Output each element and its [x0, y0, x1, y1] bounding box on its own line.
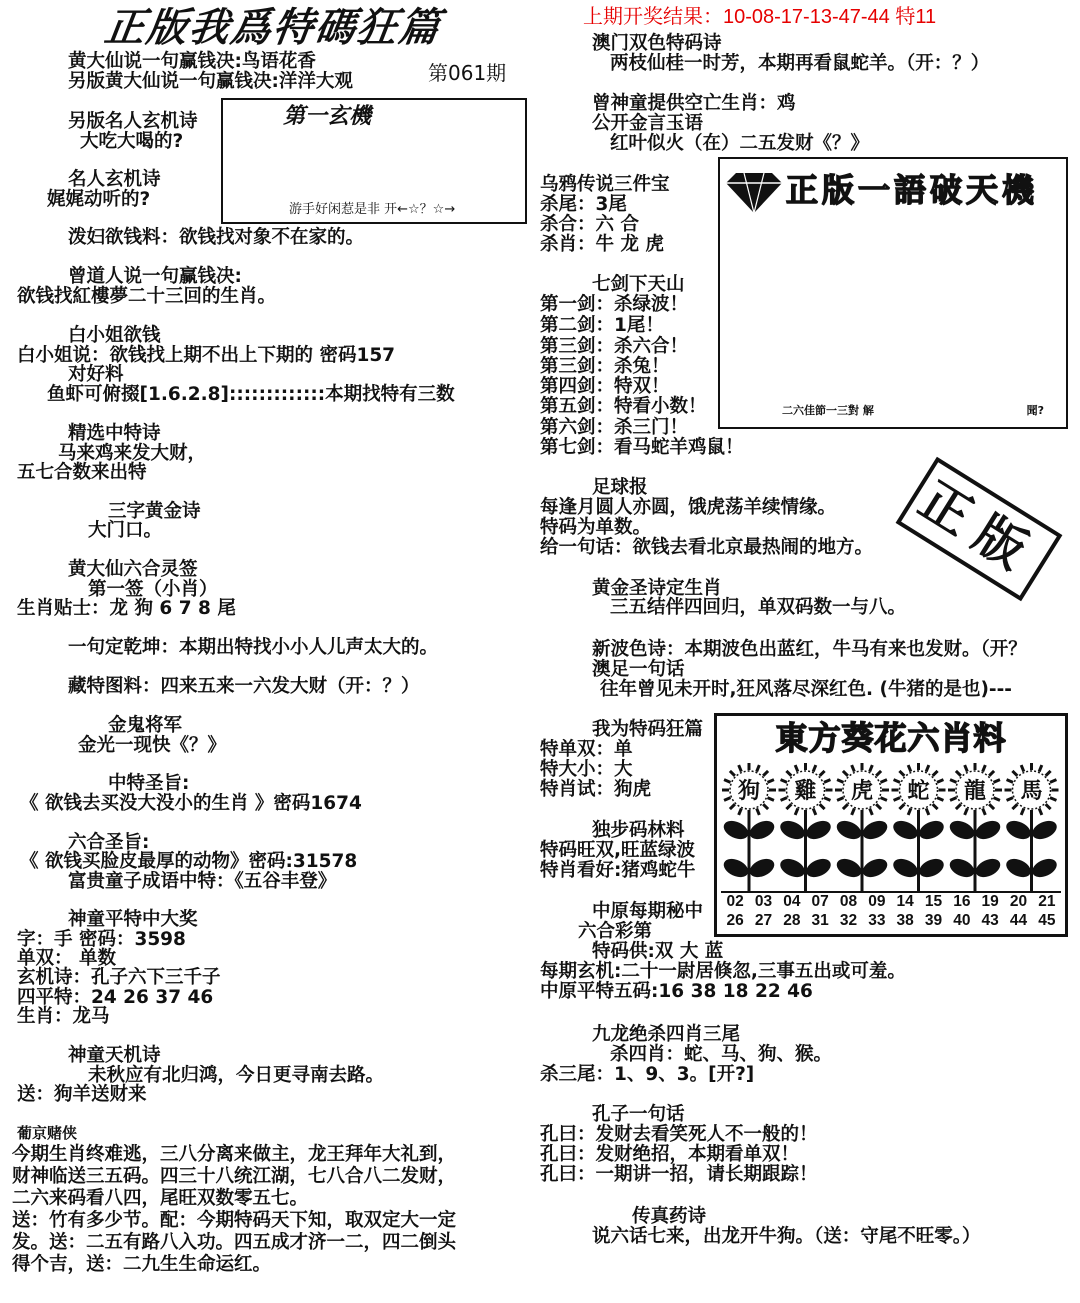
zhongyuan-line: 每期玄机:二十一尉居倏忽,三事五出或可羞。 [540, 961, 906, 982]
petal [950, 798, 956, 801]
zuqiu-line: 特码为单数。 [540, 517, 652, 538]
chuanzhen-line: 说六话七来，出龙开牛狗。（送：守尾不旺零。） [592, 1226, 981, 1247]
leaf [721, 855, 751, 880]
petal [894, 798, 900, 801]
bai-line: 对好料 [68, 364, 124, 385]
leaf [747, 855, 777, 880]
zuqiu-line: 给一句话：欲钱去看北京最热闹的地方。 [540, 537, 874, 558]
petal [767, 798, 773, 801]
number-cell: 09 [868, 893, 886, 910]
sunflower-row [721, 760, 1061, 892]
petal [820, 771, 825, 776]
lingqian-line: 第一签（小肖） [88, 579, 218, 600]
pofu-line: 泼妇欲钱料：欲钱找对象不在家的。 [68, 227, 365, 248]
petal [989, 771, 994, 776]
leaf [803, 817, 833, 842]
petal [908, 765, 911, 771]
woweite-line: 特肖试：狗虎 [540, 779, 652, 800]
zuqiu-title: 足球报 [592, 477, 648, 498]
kongzi-title: 孔子一句话 [592, 1104, 685, 1125]
poem-title: 名人玄机诗 [68, 169, 161, 190]
sunflower [947, 763, 1003, 892]
leaf [1029, 817, 1059, 842]
jingxuan-title: 精选中特诗 [68, 423, 161, 444]
xinbo-line: 新波色诗：本期波色出蓝红，牛马有来也发财。（开？ [592, 639, 1027, 660]
zhongyuan-title: 中原每期秘中 [592, 901, 704, 922]
petal [763, 804, 768, 809]
sunflower [721, 763, 777, 892]
leaf [973, 855, 1003, 880]
zengshen-line: 曾神童提供空亡生肖：鸡 [592, 93, 796, 114]
petal [781, 780, 787, 783]
petal [880, 798, 886, 801]
cangte-line: 藏特图料：四来五来一六发大财（开：？） [68, 676, 420, 697]
petal [767, 780, 773, 783]
number-cell: 44 [1009, 912, 1028, 929]
number-cell: 16 [953, 893, 971, 910]
qijian-line: 第六剑：杀三门！ [540, 417, 689, 438]
huang-line: 另版黄大仙说一句赢钱决:洋洋大观 [68, 71, 353, 92]
petal [724, 780, 730, 783]
petal [1021, 765, 1024, 771]
number-cell: 14 [896, 893, 914, 910]
petal [894, 780, 900, 783]
box-one-word [718, 157, 1068, 429]
petal [1012, 804, 1017, 809]
petal [933, 771, 938, 776]
leaf [1029, 855, 1059, 880]
lingqian-line: 生肖贴士：龙 狗 6 7 8 尾 [17, 598, 236, 619]
qijian-title: 七剑下天山 [592, 274, 685, 295]
number-cell: 28 [783, 912, 801, 929]
leaf [947, 817, 977, 842]
petal [739, 808, 742, 814]
number-cell: 43 [981, 912, 999, 929]
xinbo-line: 澳足一句话 [592, 659, 685, 680]
pujing-line: 今期生肖终难逃，三八分离来做主，龙王拜年大礼到， [12, 1144, 457, 1165]
zhongyuan-line: 特码供:双 大 蓝 [592, 941, 724, 962]
zhongte-line: 《 欲钱去买没大没小的生肖 》密码1674 [20, 793, 362, 814]
box-footer: 二六佳節一三對 解 [782, 404, 874, 417]
leaf [721, 817, 751, 842]
shentong-line: 字：手 密码：3598 [17, 929, 186, 950]
leaf [777, 855, 807, 880]
number-cell: 27 [754, 912, 773, 929]
zodiac-label: 蛇 [907, 779, 930, 804]
aomen-title: 澳门双色特码诗 [592, 33, 722, 54]
petal [993, 780, 999, 783]
sunflower [834, 763, 890, 892]
number-cell: 40 [953, 912, 971, 929]
leaf [890, 817, 920, 842]
zengshen-line: 红叶似火（在）二五发财《？》 [610, 133, 870, 154]
petal [837, 798, 843, 801]
petal [852, 808, 855, 814]
petal [983, 808, 986, 814]
shentong-title: 神童平特中大奖 [68, 909, 198, 930]
liuhe-line: 富贵童子成语中特：《五谷丰登》 [68, 871, 337, 892]
tianji-line: 送：狗羊送财来 [17, 1084, 147, 1105]
zhongyuan-line: 中原平特五码:16 38 18 22 46 [540, 981, 813, 1002]
sunflower [1003, 763, 1059, 892]
petal [937, 798, 943, 801]
pujing-title: 葡京赌侠 [17, 1124, 78, 1142]
petal [1007, 780, 1013, 783]
petal [795, 808, 798, 814]
petal [781, 798, 787, 801]
petal [908, 808, 911, 814]
aomen-line: 两枝仙桂一时芳，本期再看鼠蛇羊。（开：？） [610, 53, 990, 74]
poem-line: 大吃大喝的? [80, 131, 184, 152]
petal [730, 771, 735, 776]
sanzi-line: 大门口。 [88, 520, 163, 541]
leaf [803, 855, 833, 880]
qijian-line: 第五剑：特看小数！ [540, 396, 707, 417]
leaf [777, 817, 807, 842]
petal [876, 771, 881, 776]
box-first-mystery [221, 98, 527, 224]
woweite-line: 特大小：大 [540, 759, 633, 780]
petal [1050, 780, 1056, 783]
authentic-stamp: 正版 [896, 457, 1063, 602]
leaf [890, 855, 920, 880]
leaf [747, 817, 777, 842]
huang-line: 黄大仙说一句赢钱决:鸟语花香 [68, 51, 316, 72]
petal [852, 765, 855, 771]
zeng-title: 曾道人说一句赢钱决: [68, 266, 242, 287]
petal [724, 798, 730, 801]
petal [730, 804, 735, 809]
shentong-line: 四平特：24 26 37 46 [17, 987, 214, 1008]
jingxuan-line: 五七合数来出特 [17, 462, 147, 483]
box-sunflower [714, 713, 1068, 937]
petal [824, 798, 830, 801]
petal [899, 771, 904, 776]
petal [956, 771, 961, 776]
sunflower [890, 763, 946, 892]
dubu-line: 特肖看好:猪鸡蛇牛 [540, 860, 696, 881]
tianji-line: 未秋应有北归鸿，今日更寻南去路。 [88, 1065, 385, 1086]
jingui-line: 金光一现快《？》 [78, 735, 227, 756]
kongzi-line: 孔曰：一期讲一招，请长期跟踪！ [540, 1164, 818, 1185]
lingqian-title: 黄大仙六合灵签 [68, 559, 198, 580]
zodiac-label: 馬 [1020, 779, 1043, 804]
petal [993, 798, 999, 801]
pujing-line: 送：竹有多少节。配：今期特码天下知，取双定大一定 [12, 1210, 457, 1231]
leaf [860, 855, 890, 880]
number-cell: 26 [726, 912, 744, 929]
petal [786, 771, 791, 776]
number-cell: 03 [754, 893, 773, 910]
yiju-line: 一句定乾坤：本期出特找小小人儿声太大的。 [68, 637, 439, 658]
kongzi-line: 孔曰：发财绝招，本期看单双！ [540, 1144, 800, 1165]
bai-title: 白小姐欲钱 [68, 325, 161, 346]
box-title: 第一玄機 [283, 104, 372, 129]
bai-line: 鱼虾可俯掇[1.6.2.8]:::::::::::::本期找特有三数 [47, 384, 455, 405]
petal [824, 780, 830, 783]
petal [937, 780, 943, 783]
petal [843, 771, 848, 776]
petal [870, 808, 873, 814]
petal [813, 765, 816, 771]
huangjin-line: 三五结伴四回归，单双码数一与八。 [610, 597, 907, 618]
woweite-title: 我为特码狂篇 [592, 719, 704, 740]
petal [757, 808, 760, 814]
qijian-line: 第三剑：杀六合！ [540, 336, 689, 357]
petal [983, 765, 986, 771]
petal [950, 780, 956, 783]
petal [899, 804, 904, 809]
zhongyuan-line: 六合彩第 [578, 921, 653, 942]
pujing-line: 得个吉，送：二九生生命运红。 [12, 1254, 272, 1275]
shentong-line: 单双： 单数 [17, 948, 116, 969]
qijian-line: 第七剑：看马蛇羊鸡鼠！ [540, 437, 744, 458]
petal [933, 804, 938, 809]
number-cell: 32 [839, 912, 858, 929]
dubu-line: 特码旺双,旺蓝绿波 [540, 840, 696, 861]
zodiac-label: 龍 [963, 779, 987, 804]
jiulong-line: 杀三尾：1、9、3。[开?] [540, 1064, 755, 1085]
number-cell: 45 [1038, 912, 1056, 929]
pujing-line: 财神临送三五码。四三十八统江湖，七八合八二发财， [12, 1166, 457, 1187]
petal [763, 771, 768, 776]
page-title: 正版我爲特碼狂篇 [101, 5, 445, 51]
box-title: 正版一語破天機 [786, 171, 1039, 209]
number-cell: 08 [839, 893, 858, 910]
last-result: 上期开奖结果：10-08-17-13-47-44 特11 [583, 6, 937, 28]
wuya-line: 杀尾：3尾 [540, 194, 627, 215]
number-cell: 02 [726, 893, 744, 910]
poem-line: 娓娓动听的? [47, 189, 151, 210]
huangjin-title: 黄金圣诗定生肖 [592, 578, 722, 599]
petal [1039, 808, 1042, 814]
petal [820, 804, 825, 809]
number-cell: 39 [924, 912, 943, 929]
jingxuan-line: 马来鸡来发大财， [58, 443, 207, 464]
pujing-line: 发。送：二五有路八入功。四五成才济一二，四二倒头 [12, 1232, 457, 1253]
petal [739, 765, 742, 771]
petal [880, 780, 886, 783]
petal [843, 804, 848, 809]
shentong-line: 玄机诗：孔子六下三千子 [17, 967, 221, 988]
woweite-line: 特单双：单 [540, 739, 633, 760]
jiulong-line: 杀四肖：蛇、马、狗、猴。 [610, 1044, 833, 1065]
issue-number: 第061期 [428, 61, 507, 85]
petal [795, 765, 798, 771]
qijian-line: 第一剑：杀绿波！ [540, 294, 689, 315]
qijian-line: 第二剑：1尾！ [540, 315, 664, 336]
number-cell: 19 [981, 893, 999, 910]
number-grid [721, 891, 1061, 931]
leaf [916, 855, 946, 880]
box-footer-right: 聞? [1026, 404, 1044, 417]
shentong-line: 生肖：龙马 [17, 1006, 110, 1027]
petal [757, 765, 760, 771]
number-cell: 20 [1009, 893, 1028, 910]
zuqiu-line: 每逢月圆人亦圆，饿虎荡羊续情缘。 [540, 497, 837, 518]
zodiac-label: 狗 [737, 779, 761, 804]
petal [926, 765, 929, 771]
poem-title: 另版名人玄机诗 [68, 111, 198, 132]
pujing-line: 二六来码看八四，尾旺双数零五七。 [12, 1188, 309, 1209]
qijian-line: 第三剑：杀兔！ [540, 356, 670, 377]
petal [1046, 771, 1051, 776]
number-cell: 15 [924, 893, 943, 910]
number-cell: 21 [1038, 893, 1056, 910]
leaf [1003, 817, 1033, 842]
leaf [834, 817, 864, 842]
chuanzhen-title: 传真药诗 [632, 1206, 707, 1227]
petal [786, 804, 791, 809]
diamond-icon [724, 171, 784, 215]
number-cell: 38 [896, 912, 914, 929]
wuya-title: 乌鸦传说三件宝 [540, 174, 670, 195]
petal [1050, 798, 1056, 801]
jingui-title: 金鬼将军 [108, 715, 183, 736]
number-cell: 07 [811, 893, 829, 910]
zengshen-line: 公开金言玉语 [592, 113, 704, 134]
leaf [834, 855, 864, 880]
petal [926, 808, 929, 814]
leaf [1003, 855, 1033, 880]
petal [813, 808, 816, 814]
petal [876, 804, 881, 809]
leaf [973, 817, 1003, 842]
petal [956, 804, 961, 809]
petal [837, 780, 843, 783]
leaf [860, 817, 890, 842]
zodiac-label: 虎 [850, 779, 874, 804]
liuhe-line: 《 欲钱买脸皮最厚的动物》密码:31578 [20, 851, 358, 872]
sunflower-title: 東方葵花六肖料 [775, 719, 1007, 757]
number-cell: 33 [868, 912, 886, 929]
tianji-title: 神童天机诗 [68, 1045, 161, 1066]
petal [989, 804, 994, 809]
petal [870, 765, 873, 771]
number-cell: 31 [811, 912, 829, 929]
wuya-line: 杀合：六 合 [540, 214, 639, 235]
petal [1046, 804, 1051, 809]
petal [965, 808, 968, 814]
number-cell: 04 [783, 893, 801, 910]
dubu-title: 独步码林料 [592, 820, 685, 841]
xinbo-line: 往年曾见未开时,狂风落尽深红色. (牛猪的是也)--- [600, 679, 1012, 700]
sanzi-title: 三字黄金诗 [108, 501, 201, 522]
liuhe-title: 六合圣旨: [68, 832, 150, 853]
box-footer: 游手好闲惹是非 开←☆？☆→ [289, 202, 456, 217]
sunflower [777, 763, 833, 892]
petal [1021, 808, 1024, 814]
leaf [947, 855, 977, 880]
leaf [916, 817, 946, 842]
kongzi-line: 孔曰：发财去看笑死人不一般的！ [540, 1124, 818, 1145]
zeng-line: 欲钱找紅樓夢二十三回的生肖。 [17, 286, 277, 307]
jiulong-title: 九龙绝杀四肖三尾 [592, 1024, 741, 1045]
zodiac-label: 雞 [794, 779, 817, 804]
petal [1012, 771, 1017, 776]
zhongte-title: 中特圣旨: [108, 773, 190, 794]
bai-line: 白小姐说：欲钱找上期不出上下期的 密码157 [17, 345, 396, 366]
petal [1039, 765, 1042, 771]
wuya-line: 杀肖：牛 龙 虎 [540, 234, 664, 255]
petal [965, 765, 968, 771]
petal [1007, 798, 1013, 801]
qijian-line: 第四剑：特双！ [540, 376, 670, 397]
